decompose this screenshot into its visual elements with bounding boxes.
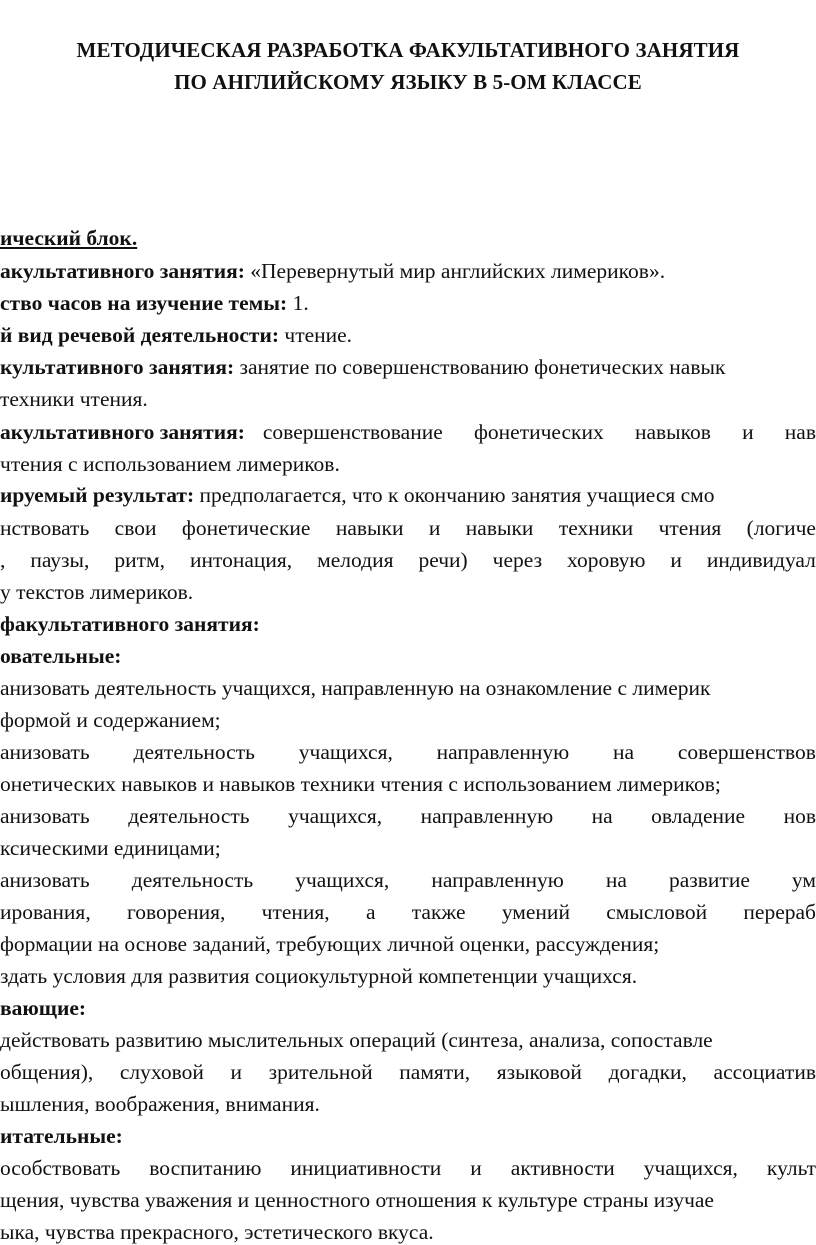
upbringing-word: учащихся, (643, 1156, 738, 1180)
activity-line (0, 322, 352, 348)
topic-label: акультативного занятия: (0, 259, 245, 283)
educational-item-3-line-2: ксическими единицами; (0, 836, 221, 860)
result-word: индивидуал (706, 548, 816, 572)
goal-word: навыков (634, 420, 711, 444)
educational-word: нов (783, 804, 816, 828)
educational-word: анизовать (0, 868, 90, 892)
result-word: и (428, 516, 441, 540)
document-title-line-1: МЕТОДИЧЕСКАЯ РАЗРАБОТКА ФАКУЛЬТАТИВНОГО ЗАНЯТИЯ (76, 38, 740, 62)
educational-word: направленную (436, 740, 570, 764)
hours-label: ство часов на изучение темы: (0, 291, 288, 315)
educational-word: развитие (668, 868, 750, 892)
result-word: чтения (658, 516, 722, 540)
upbringing-word: культ (766, 1156, 816, 1180)
result-word: интонация, (189, 548, 293, 572)
result-word: свои (114, 516, 157, 540)
topic-line (0, 258, 665, 284)
hours-value: 1. (287, 291, 309, 315)
developing-line-1: действовать развитию мыслительных операций (синтеза, анализа, сопоставле (0, 1028, 713, 1052)
result-word: ритм, (114, 548, 165, 572)
result-word: мелодия (317, 548, 394, 572)
result-line-3 (0, 547, 816, 573)
educational-word: направленную (420, 804, 554, 828)
upbringing-line-1 (0, 1155, 816, 1181)
type-value: занятие по совершенствованию фонетических навык (234, 355, 726, 379)
educational-item-4-line-2 (0, 899, 816, 925)
goal-line-1 (0, 419, 816, 445)
result-line-2 (0, 515, 816, 541)
developing-word: слуховой (119, 1060, 204, 1084)
developing-word: памяти, (399, 1060, 471, 1084)
educational-word: анизовать (0, 740, 90, 764)
educational-item-1-line-1: анизовать деятельность учащихся, направленную на ознакомление с лимерик (0, 676, 711, 700)
educational-item-5: здать условия для развития социокультурной компетенции учащихся. (0, 964, 638, 988)
educational-item-3-line-1 (0, 803, 816, 829)
result-line-4: у текстов лимериков. (0, 580, 194, 604)
tasks-heading-line (0, 611, 260, 637)
result-word: нствовать (0, 516, 90, 540)
result-word: через (492, 548, 543, 572)
educational-word: умений (501, 900, 570, 924)
educational-word: говорения, (126, 900, 226, 924)
goal-label: акультативного занятия: (0, 420, 245, 444)
upbringing-word: инициативности (290, 1156, 442, 1180)
type-line-1 (0, 354, 725, 380)
educational-word: деятельность (128, 804, 250, 828)
goal-line-2: чтения с использованием лимериков. (0, 452, 340, 476)
developing-heading: вающие: (0, 996, 87, 1020)
topic-value: «Перевернутый мир английских лимериков». (244, 259, 666, 283)
result-label: ируемый результат: (0, 483, 195, 507)
result-line-1 (0, 482, 715, 508)
result-word: паузы, (30, 548, 90, 572)
result-word: , (0, 548, 6, 572)
upbringing-word: особствовать (0, 1156, 121, 1180)
upbringing-word: и (470, 1156, 482, 1180)
type-label: культативного занятия: (0, 355, 235, 379)
developing-word: языковой (496, 1060, 582, 1084)
result-word: хоровую (567, 548, 646, 572)
goal-word: нав (784, 420, 816, 444)
educational-word: перераб (743, 900, 816, 924)
educational-heading-line (0, 643, 121, 669)
educational-word: анизовать (0, 804, 90, 828)
result-word: навыки (335, 516, 404, 540)
goal-value (263, 419, 816, 445)
hours-line (0, 290, 309, 316)
educational-item-2-line-1 (0, 739, 816, 765)
result-value: предполагается, что к окончанию занятия учащиеся смо (194, 483, 715, 507)
developing-word: зрительной (268, 1060, 373, 1084)
educational-item-4-line-1 (0, 867, 816, 893)
educational-word: учащихся, (298, 740, 393, 764)
activity-value: чтение. (279, 323, 353, 347)
developing-line-2 (0, 1059, 816, 1085)
educational-item-4-line-3: формации на основе заданий, требующих личной оценки, рассуждения; (0, 932, 660, 956)
educational-word: направленную (431, 868, 564, 892)
block-heading: ический блок. (0, 226, 138, 250)
educational-word: совершенствов (677, 740, 816, 764)
educational-word: чтения, (261, 900, 330, 924)
developing-word: ассоциатив (713, 1060, 816, 1084)
educational-word: на (613, 740, 635, 764)
educational-word: ум (791, 868, 816, 892)
result-word: фонетические (181, 516, 311, 540)
educational-word: деятельность (133, 740, 255, 764)
developing-word: и (230, 1060, 242, 1084)
goal-word: фонетических (473, 420, 604, 444)
activity-label: й вид речевой деятельности: (0, 323, 279, 347)
tasks-heading: факультативного занятия: (0, 612, 260, 636)
goal-word: совершенствование (262, 420, 443, 444)
educational-heading: овательные: (0, 644, 122, 668)
result-word: и (670, 548, 682, 572)
upbringing-heading-line (0, 1123, 123, 1149)
upbringing-word: воспитанию (149, 1156, 262, 1180)
block-heading-line (0, 225, 137, 251)
document-title-line-2: ПО АНГЛИЙСКОМУ ЯЗЫКУ В 5-ОМ КЛАССЕ (174, 70, 642, 94)
educational-word: учащихся, (295, 868, 390, 892)
educational-word: деятельность (131, 868, 254, 892)
developing-line-3: ышления, воображения, внимания. (0, 1092, 320, 1116)
educational-word: на (591, 804, 613, 828)
educational-word: смысловой (606, 900, 708, 924)
educational-item-1-line-2: формой и содержанием; (0, 708, 221, 732)
developing-word: общения), (0, 1060, 94, 1084)
educational-word: на (605, 868, 627, 892)
result-word: техники (558, 516, 634, 540)
result-word: (логиче (746, 516, 816, 540)
result-word: речи) (418, 548, 468, 572)
goal-word: и (742, 420, 754, 444)
educational-item-2-line-2: онетических навыков и навыков техники чтения с использованием лимериков; (0, 772, 721, 796)
educational-word: также (411, 900, 466, 924)
upbringing-line-3: ыка, чувства прекрасного, эстетического вкуса. (0, 1220, 434, 1244)
upbringing-word: активности (510, 1156, 615, 1180)
type-line-2: техники чтения. (0, 387, 148, 411)
upbringing-line-2: щения, чувства уважения и ценностного отношения к культуре страны изучае (0, 1188, 714, 1212)
developing-word: догадки, (608, 1060, 687, 1084)
upbringing-heading: итательные: (0, 1124, 123, 1148)
educational-word: ирования, (0, 900, 91, 924)
educational-word: овладение (651, 804, 746, 828)
result-word: навыки (465, 516, 534, 540)
developing-heading-line (0, 995, 86, 1021)
educational-word: а (365, 900, 376, 924)
educational-word: учащихся, (288, 804, 383, 828)
